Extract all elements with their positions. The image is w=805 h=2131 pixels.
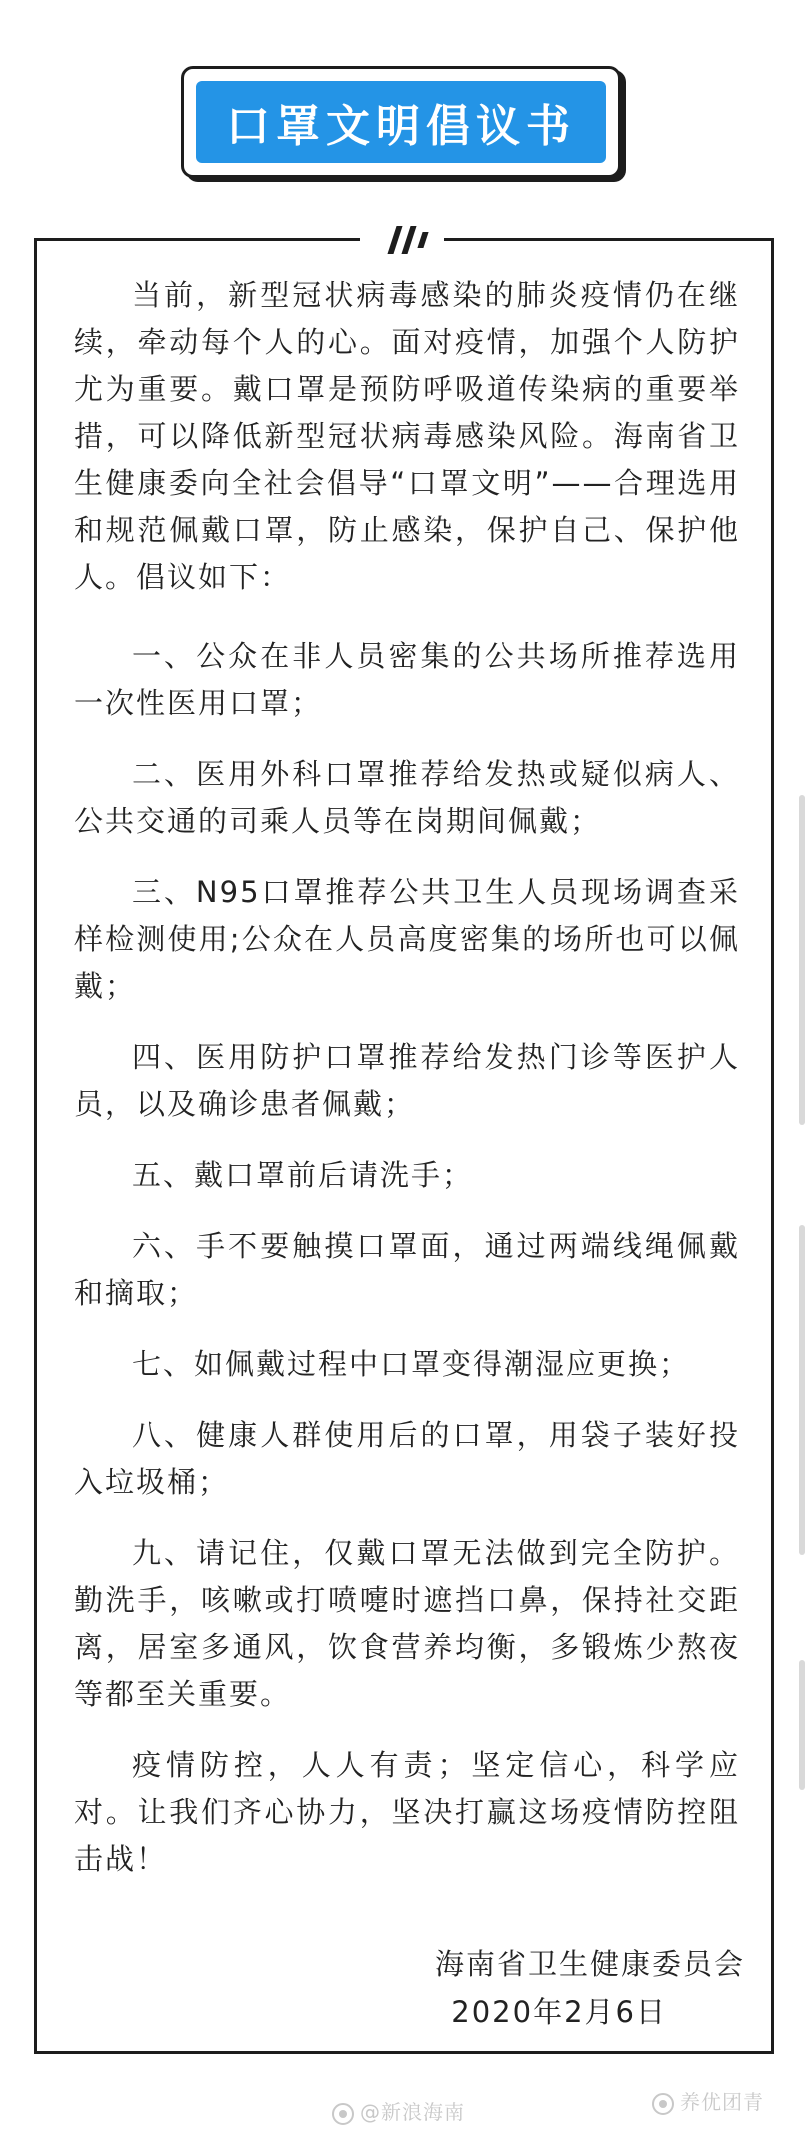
item-paragraph: 一、公众在非人员密集的公共场所推荐选用一次性医用口罩； <box>74 639 740 720</box>
item-paragraph: 五、戴口罩前后请洗手； <box>132 1158 474 1192</box>
weibo-icon <box>332 2103 354 2125</box>
scrollbar-thumb[interactable] <box>799 1660 805 1790</box>
weibo-watermark-text: @新浪海南 <box>360 2100 465 2124</box>
wechat-watermark <box>652 2086 764 2115</box>
item-paragraph: 七、如佩戴过程中口罩变得潮湿应更换； <box>132 1347 691 1381</box>
page-title: 口罩文明倡议书 <box>226 101 576 152</box>
weibo-watermark <box>332 2096 465 2125</box>
wechat-watermark-text: 养优团青 <box>680 2090 764 2114</box>
item-paragraph: 二、医用外科口罩推荐给发热或疑似病人、公共交通的司乘人员等在岗期间佩戴； <box>74 757 740 838</box>
signature-block <box>325 1940 745 2036</box>
scrollbar-thumb[interactable] <box>799 1225 805 1555</box>
signature-date: 2020年2月6日 <box>451 1995 667 2029</box>
title-banner <box>181 66 621 178</box>
item-paragraph: 三、N95口罩推荐公共卫生人员现场调查采样检测使用;公众在人员高度密集的场所也可以佩戴； <box>74 875 740 1003</box>
title-banner-inner <box>196 81 606 163</box>
item-paragraph: 九、请记住，仅戴口罩无法做到完全防护。勤洗手，咳嗽或打喷嚏时遮挡口鼻，保持社交距离，居室多通风，饮食营养均衡，多锻炼少熬夜等都至关重要。 <box>74 1536 740 1711</box>
item-paragraph: 六、手不要触摸口罩面，通过两端线绳佩戴和摘取； <box>74 1229 740 1310</box>
signature-org: 海南省卫生健康委员会 <box>434 1947 745 1981</box>
intro-paragraph: 当前，新型冠状病毒感染的肺炎疫情仍在继续，牵动每个人的心。面对疫情，加强个人防护尤为重要。戴口罩是预防呼吸道传染病的重要举措，可以降低新型冠状病毒感染风险。海南省卫生健康委向全社会倡导“口罩文明”——合理选用和规范佩戴口罩，防止感染，保护自己、保护他人。倡议如下： <box>74 278 740 594</box>
wechat-icon <box>652 2093 674 2115</box>
document-body <box>74 272 740 1907</box>
item-paragraph: 八、健康人群使用后的口罩，用袋子装好投入垃圾桶； <box>74 1418 740 1499</box>
closing-paragraph: 疫情防控，人人有责；坚定信心，科学应对。让我们齐心协力，坚决打赢这场疫情防控阻击战！ <box>74 1748 740 1876</box>
item-paragraph: 四、医用防护口罩推荐给发热门诊等医护人员，以及确诊患者佩戴； <box>74 1040 740 1121</box>
scrollbar-thumb[interactable] <box>799 795 805 1125</box>
